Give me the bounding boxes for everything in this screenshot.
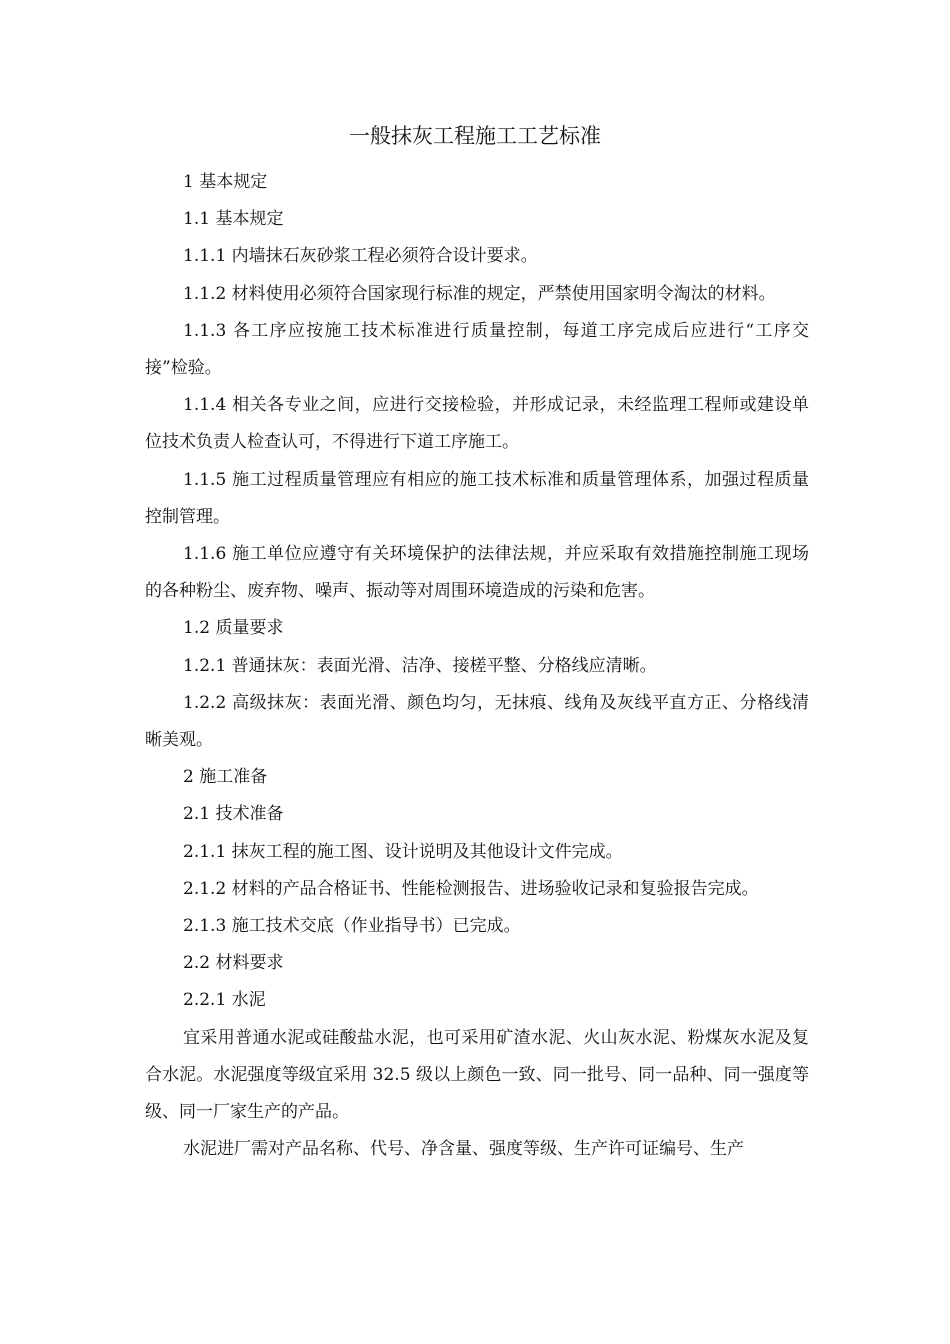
document-body — [145, 164, 809, 1168]
clause-paragraph: 2.1.2 材料的产品合格证书、性能检测报告、进场验收记录和复验报告完成。 — [183, 878, 759, 899]
subsection-heading: 2.2 材料要求 — [183, 953, 284, 974]
section-heading: 1 基本规定 — [183, 172, 268, 192]
subsection-heading: 1.2 质量要求 — [183, 618, 284, 639]
section-heading: 2 施工准备 — [183, 767, 268, 788]
clause-paragraph: 1.1.4 相关各专业之间，应进行交接检验，并形成记录，未经监理工程师或建设单位技术负责人检查认可，不得进行下道工序施工。 — [145, 395, 809, 453]
subsection-heading: 2.1 技术准备 — [183, 804, 284, 825]
clause-paragraph: 2.1.3 施工技术交底（作业指导书）已完成。 — [183, 916, 521, 937]
clause-paragraph: 1.2.2 高级抹灰：表面光滑、颜色均匀，无抹痕、线角及灰线平直方正、分格线清晰美观。 — [145, 692, 809, 751]
clause-paragraph: 1.1.6 施工单位应遵守有关环境保护的法律法规，并应采取有效措施控制施工现场的各种粉尘、废弃物、噪声、振动等对周围环境造成的污染和危害。 — [145, 544, 809, 602]
clause-paragraph: 1.2.1 普通抹灰：表面光滑、洁净、接槎平整、分格线应清晰。 — [183, 655, 657, 676]
clause-heading: 2.2.1 水泥 — [183, 990, 266, 1011]
clause-paragraph: 1.1.1 内墙抹石灰砂浆工程必须符合设计要求。 — [183, 246, 538, 267]
clause-paragraph: 2.1.1 抹灰工程的施工图、设计说明及其他设计文件完成。 — [183, 841, 623, 862]
clause-paragraph: 1.1.2 材料使用必须符合国家现行标准的规定，严禁使用国家明令淘汰的材料。 — [183, 283, 776, 304]
subsection-heading: 1.1 基本规定 — [183, 209, 284, 230]
clause-paragraph: 1.1.3 各工序应按施工技术标准进行质量控制，每道工序完成后应进行“工序交接”检验。 — [145, 320, 809, 379]
body-paragraph: 水泥进厂需对产品名称、代号、净含量、强度等级、生产许可证编号、生产 — [183, 1139, 744, 1160]
body-paragraph: 宜采用普通水泥或硅酸盐水泥，也可采用矿渣水泥、火山灰水泥、粉煤灰水泥及复合水泥。水泥强度等级宜采用 32.5 级以上颜色一致、同一批号、同一品种、同一强度等级、同一厂家生产的产品。 — [145, 1027, 809, 1123]
clause-paragraph: 1.1.5 施工过程质量管理应有相应的施工技术标准和质量管理体系，加强过程质量控制管理。 — [145, 469, 809, 527]
document-title: 一般抹灰工程施工工艺标准 — [349, 124, 601, 148]
